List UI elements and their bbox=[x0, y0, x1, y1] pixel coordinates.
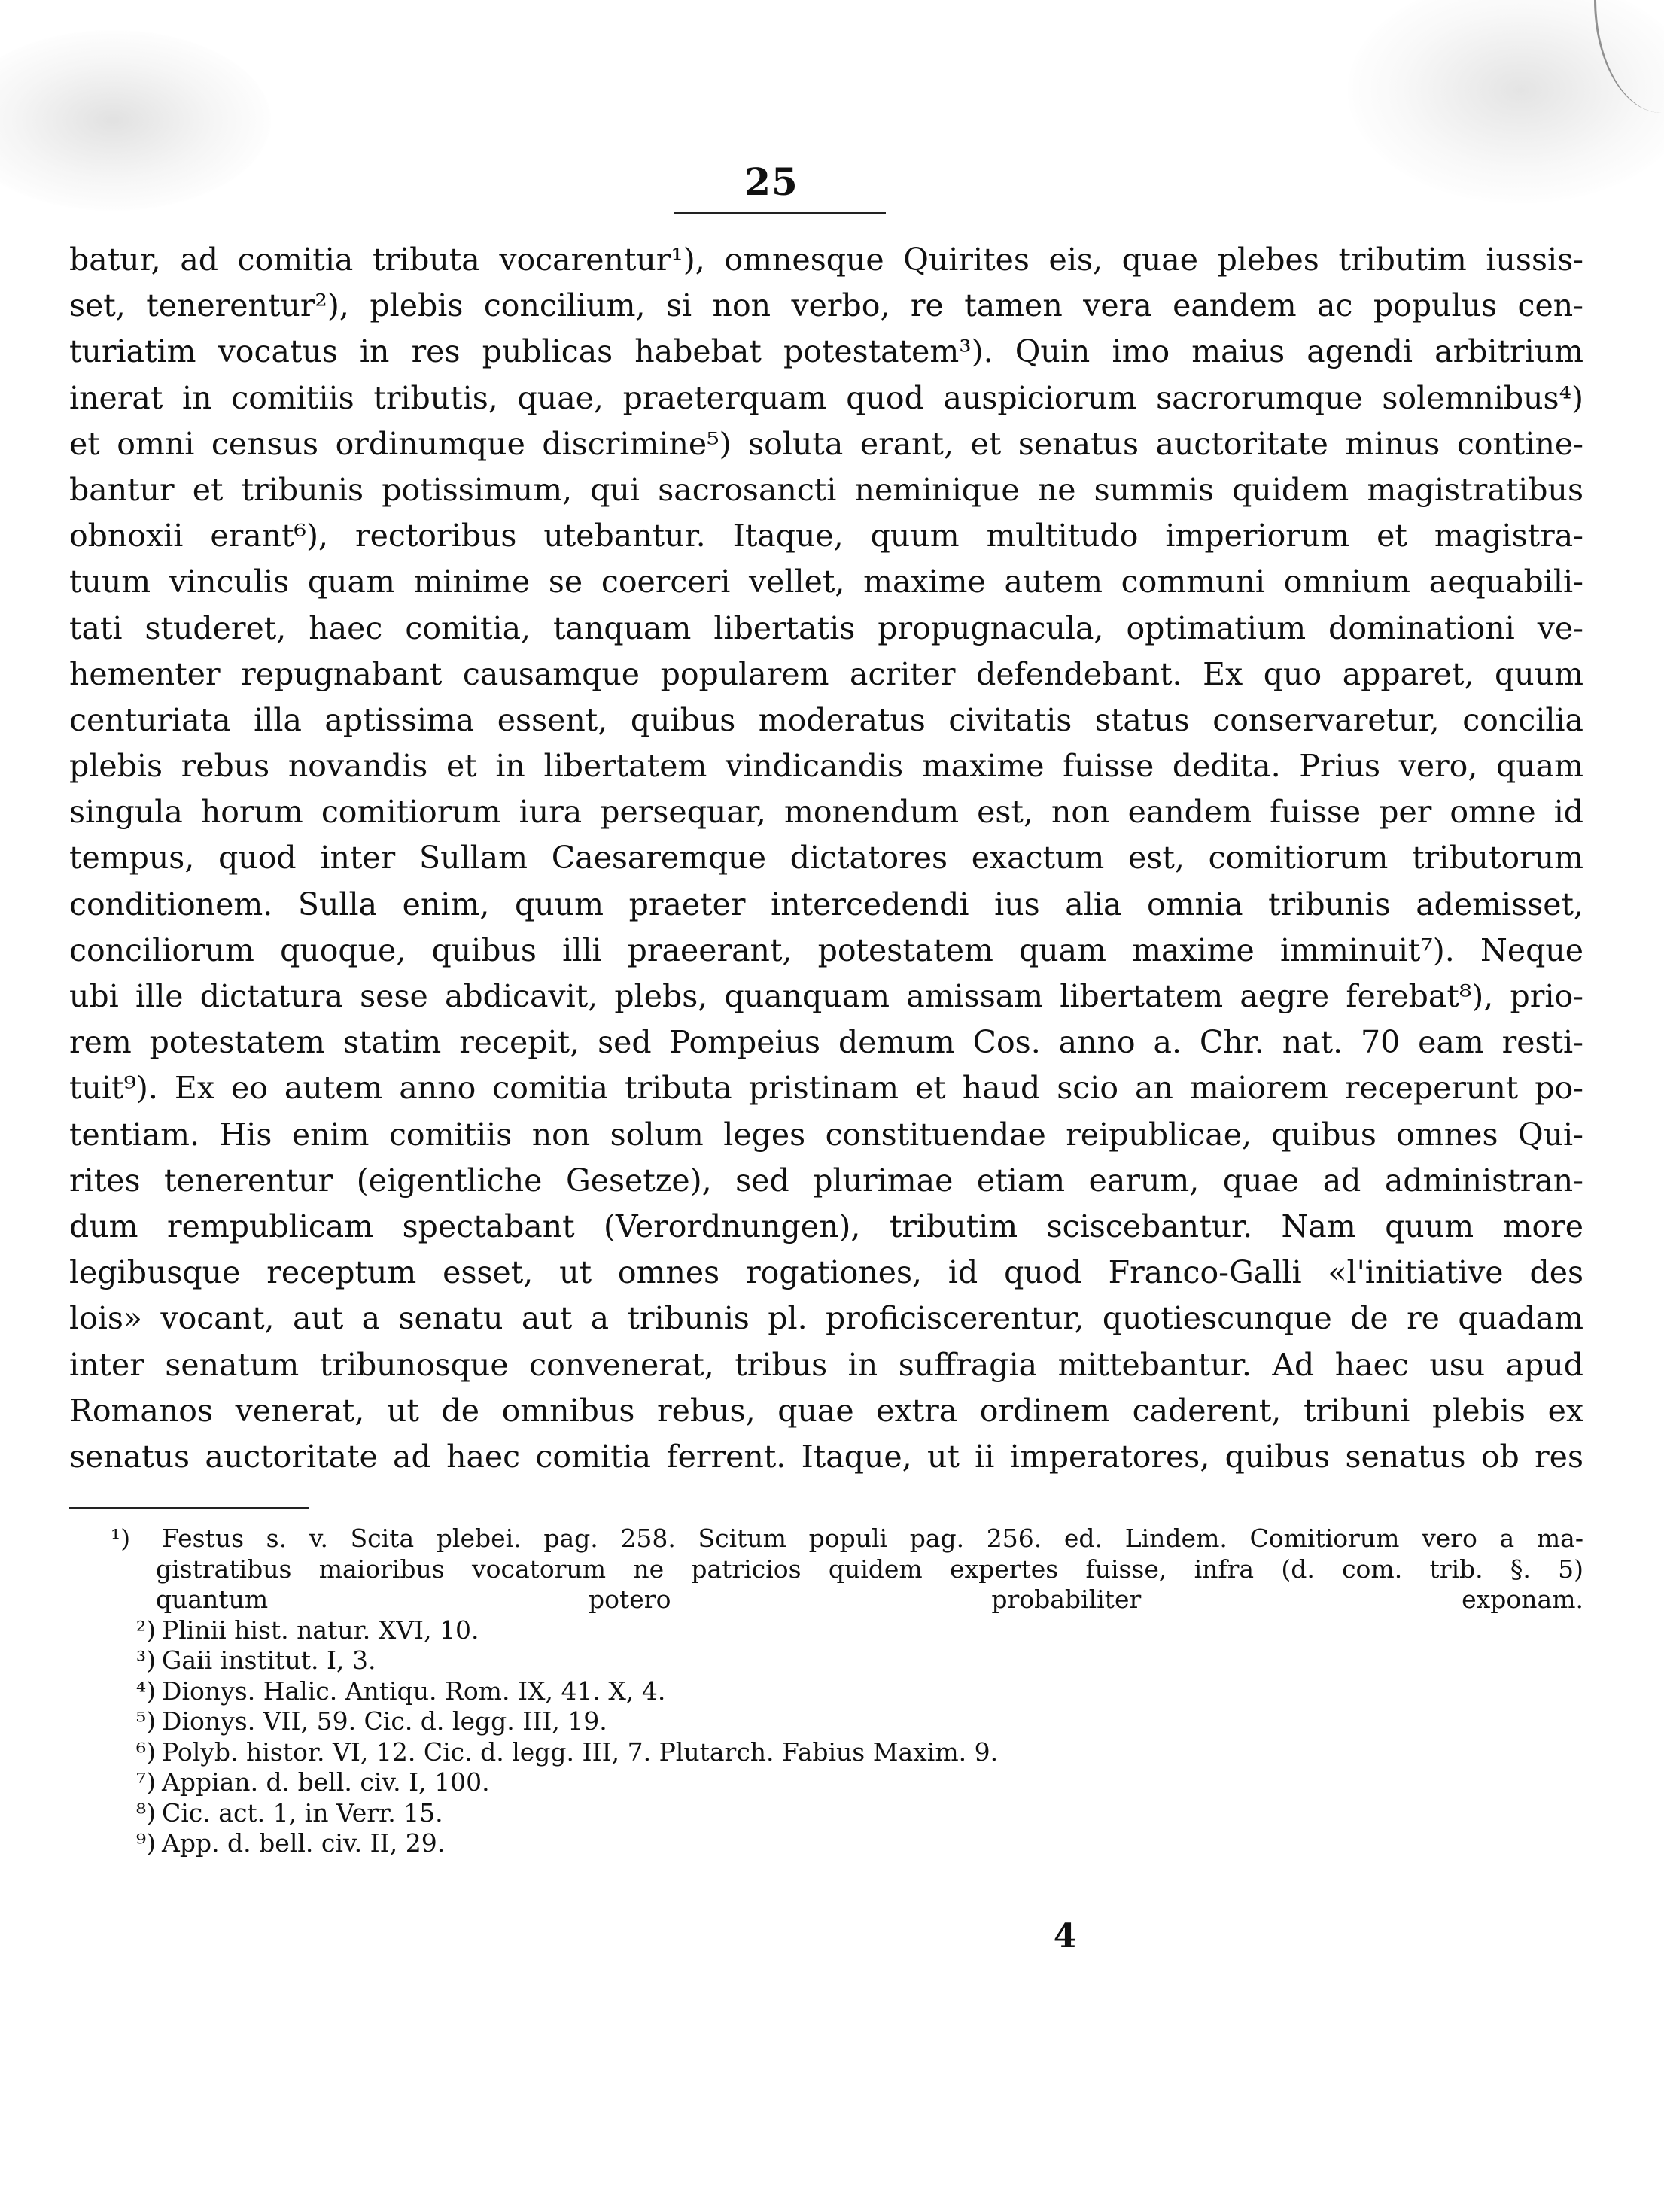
footnote-marker: ²) bbox=[135, 1615, 156, 1645]
signature-mark: 4 bbox=[1053, 1917, 1077, 1955]
footnote-marker: ³) bbox=[135, 1645, 156, 1675]
footnote-marker: ⁵) bbox=[135, 1706, 156, 1736]
footnote-text: Appian. d. bell. civ. I, 100. bbox=[162, 1767, 490, 1797]
text-line: turiatim vocatus in res publicas habebat potestatem³). Quin imo maius agendi arbitrium bbox=[69, 333, 1583, 370]
text-line: dum rempublicam spectabant (Verordnungen), tributim sciscebantur. Nam quum more bbox=[69, 1208, 1583, 1244]
footnote bbox=[69, 1676, 1583, 1707]
text-line: rem potestatem statim recepit, sed Pompeius demum Cos. anno a. Chr. nat. 70 eam resti- bbox=[69, 1024, 1583, 1061]
footnote-marker: ¹) bbox=[111, 1524, 131, 1553]
text-line: lois» vocant, aut a senatu aut a tribunis pl. proficiscerentur, quotiescunque de re quadam bbox=[69, 1300, 1583, 1337]
footnote bbox=[69, 1737, 1583, 1768]
footnote-text: Polyb. histor. VI, 12. Cic. d. legg. III, 7. Plutarch. Fabius Maxim. 9. bbox=[162, 1736, 999, 1767]
text-line: set, tenerentur²), plebis concilium, si non verbo, re tamen vera eandem ac populus cen- bbox=[69, 287, 1583, 324]
page-corner-curl bbox=[1594, 0, 1664, 113]
text-line: tempus, quod inter Sullam Caesaremque dictatores exactum est, comitiorum tributorum bbox=[69, 840, 1583, 877]
footnote-marker: ⁴) bbox=[135, 1676, 156, 1706]
footnote bbox=[69, 1615, 1583, 1646]
text-line: rites tenerentur (eigentliche Gesetze), sed plurimae etiam earum, quae ad administran- bbox=[69, 1162, 1583, 1199]
text-line: conciliorum quoque, quibus illi praeerant, potestatem quam maxime imminuit⁷). Neque bbox=[69, 931, 1583, 968]
page-stain bbox=[1348, 0, 1664, 203]
text-line: Romanos venerat, ut de omnibus rebus, quae extra ordinem caderent, tribuni plebis ex bbox=[69, 1392, 1583, 1429]
text-line: inerat in comitiis tributis, quae, praeterquam quod auspiciorum sacrorumque solemnibus⁴) bbox=[69, 379, 1583, 416]
footnote-text: Plinii hist. natur. XVI, 10. bbox=[162, 1615, 479, 1645]
text-line: plebis rebus novandis et in libertatem vindicandis maxime fuisse dedita. Prius vero, quam bbox=[69, 748, 1583, 785]
text-line: singula horum comitiorum iura persequar, monendum est, non eandem fuisse per omne id bbox=[69, 794, 1583, 831]
footnote-text: quantum potero probabiliter exponam. bbox=[156, 1585, 1583, 1614]
footnote-text: Dionys. Halic. Antiqu. Rom. IX, 41. X, 4. bbox=[162, 1676, 666, 1706]
footnote-rule bbox=[69, 1507, 309, 1509]
text-line: legibusque receptum esset, ut omnes rogationes, id quod Franco-Galli «l'initiative des bbox=[69, 1254, 1583, 1291]
text-line: tentiam. His enim comitiis non solum leges constituendae reipublicae, quibus omnes Qui- bbox=[69, 1116, 1583, 1153]
footnote bbox=[69, 1706, 1583, 1737]
footnote bbox=[69, 1798, 1583, 1829]
text-line: hementer repugnabant causamque popularem acriter defendebant. Ex quo apparet, quum bbox=[69, 655, 1583, 692]
text-line: conditionem. Sulla enim, quum praeter intercedendi ius alia omnia tribunis ademisset, bbox=[69, 886, 1583, 922]
text-line: et omni census ordinumque discrimine⁵) soluta erant, et senatus auctoritate minus contine- bbox=[69, 425, 1583, 462]
text-line: tuit⁹). Ex eo autem anno comitia tributa pristinam et haud scio an maiorem receperunt po- bbox=[69, 1070, 1583, 1107]
footnote-text: Cic. act. 1, in Verr. 15. bbox=[162, 1797, 443, 1828]
footnote-text: gistratibus maioribus vocatorum ne patricios quidem expertes fuisse, infra (d. com. trib. §. 5) bbox=[156, 1554, 1583, 1584]
footnote-marker: ⁹) bbox=[135, 1828, 156, 1858]
footnote-marker: ⁷) bbox=[135, 1767, 156, 1797]
footnote bbox=[69, 1524, 1583, 1615]
text-line: batur, ad comitia tributa vocarentur¹), omnesque Quirites eis, quae plebes tributim iussis- bbox=[69, 242, 1583, 278]
footnotes bbox=[69, 1524, 1583, 1859]
footnote-text: App. d. bell. civ. II, 29. bbox=[162, 1828, 446, 1858]
text-line: bantur et tribunis potissimum, qui sacrosancti neminique ne summis quidem magistratibus bbox=[69, 471, 1583, 508]
footnote-text: Festus s. v. Scita plebei. pag. 258. Scitum populi pag. 256. ed. Lindem. Comitiorum vero a ma- bbox=[162, 1524, 1583, 1553]
page-stain bbox=[0, 30, 271, 211]
page-number: 25 bbox=[744, 160, 799, 204]
text-line: ubi ille dictatura sese abdicavit, plebs, quanquam amissam libertatem aegre ferebat⁸), prio- bbox=[69, 978, 1583, 1014]
footnote-marker: ⁸) bbox=[135, 1797, 156, 1828]
footnote bbox=[69, 1828, 1583, 1859]
footnote-text: Dionys. VII, 59. Cic. d. legg. III, 19. bbox=[162, 1706, 607, 1736]
footnote bbox=[69, 1767, 1583, 1798]
text-line: tati studeret, haec comitia, tanquam libertatis propugnacula, optimatium dominationi ve- bbox=[69, 609, 1583, 646]
text-line: inter senatum tribunosque convenerat, tribus in suffragia mittebantur. Ad haec usu apud bbox=[69, 1346, 1583, 1383]
header-rule bbox=[674, 212, 886, 214]
text-line: obnoxii erant⁶), rectoribus utebantur. Itaque, quum multitudo imperiorum et magistra- bbox=[69, 518, 1583, 555]
text-line: centuriata illa aptissima essent, quibus moderatus civitatis status conservaretur, concilia bbox=[69, 701, 1583, 738]
main-text bbox=[69, 237, 1583, 1480]
text-line: senatus auctoritate ad haec comitia ferrent. Itaque, ut ii imperatores, quibus senatus ob res bbox=[69, 1438, 1583, 1475]
footnote-marker: ⁶) bbox=[135, 1736, 156, 1767]
footnote-text: Gaii institut. I, 3. bbox=[162, 1645, 376, 1675]
text-line: tuum vinculis quam minime se coerceri vellet, maxime autem communi omnium aequabili- bbox=[69, 564, 1583, 600]
footnote bbox=[69, 1645, 1583, 1676]
